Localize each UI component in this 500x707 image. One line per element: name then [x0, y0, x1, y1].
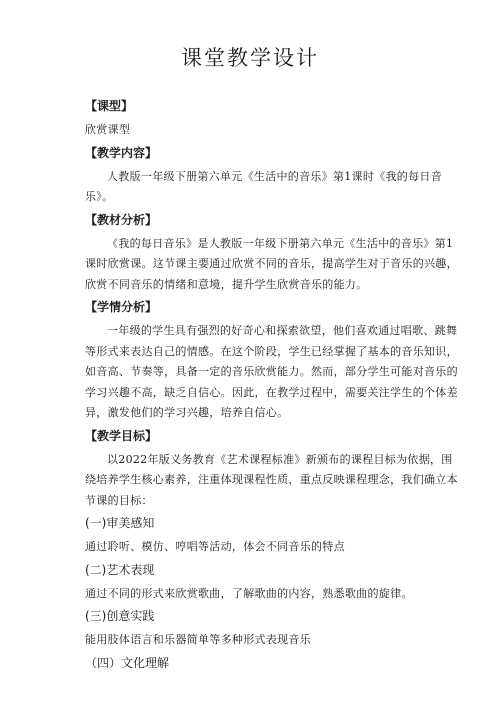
section-heading-goals: 【教学目标】	[85, 428, 158, 443]
paragraph-line: 如音高、节奏等，具备一定的音乐欣赏能力。然而，部分学生可能对音乐的	[85, 365, 458, 378]
subheading-culture: （四）文化理解	[85, 655, 170, 670]
aesthetic-text: 通过聆听、模仿、哼唱等活动，体会不同音乐的特点	[85, 540, 345, 553]
students-paragraph	[85, 321, 458, 424]
section-heading-type: 【课型】	[85, 99, 134, 113]
paragraph-line: 以2022年版义务教育《艺术课程标准》新颁布的课程目标为依据，围	[107, 452, 453, 466]
subheading-creative: (三)创意实践	[85, 609, 155, 623]
paragraph-line: 课时欣赏课。这节课主要通过欣赏不同的音乐，提高学生对于音乐的兴趣，	[85, 257, 458, 270]
material-paragraph	[85, 234, 458, 296]
paragraph-line: 等形式来表达自己的情感。在这个阶段，学生已经掌握了基本的音乐知识，	[85, 344, 458, 358]
subheading-expression: (二)艺术表现	[85, 562, 155, 577]
paragraph-line: 人教版一年级下册第六单元《生活中的音乐》第1课时《我的每日音	[107, 169, 442, 183]
paragraph-line: 欣赏不同音乐的情绪和意境，提升学生欣赏音乐的能力。	[85, 277, 368, 291]
expression-text: 通过不同的形式来欣赏歌曲，了解歌曲的内容，熟悉歌曲的旋律。	[85, 586, 413, 600]
type-text: 欣赏课型	[85, 123, 131, 136]
paragraph-line: 绕培养学生核心素养，注重体现课程性质，重点反映课程理念，我们确立本	[85, 473, 458, 486]
paragraph-line: 《我的每日音乐》是人教版一年级下册第六单元《生活中的音乐》第1	[107, 236, 454, 250]
goals-paragraph	[85, 450, 458, 512]
section-heading-students: 【学情分析】	[85, 300, 158, 314]
content-paragraph	[85, 167, 455, 208]
paragraph-line: 乐》。	[85, 190, 114, 203]
page-title: 课堂教学设计	[181, 46, 319, 70]
section-heading-material: 【教材分析】	[85, 212, 158, 227]
paragraph-line: 一年级的学生具有强烈的好奇心和探索欲望，他们喜欢通过唱歌、跳舞	[107, 324, 458, 337]
paragraph-line: 异，激发他们的学习兴趣，培养自信心。	[85, 406, 289, 419]
document-body	[85, 98, 458, 677]
paragraph-line: 学习兴趣不高，缺乏自信心。因此，在教学过程中，需要关注学生的个体差	[85, 385, 458, 399]
section-heading-content: 【教学内容】	[85, 145, 158, 160]
paragraph-line: 节课的目标：	[85, 493, 153, 507]
creative-text: 能用肢体语言和乐器简单等多种形式表现音乐	[85, 633, 311, 646]
subheading-aesthetic: (一)审美感知	[85, 516, 155, 530]
